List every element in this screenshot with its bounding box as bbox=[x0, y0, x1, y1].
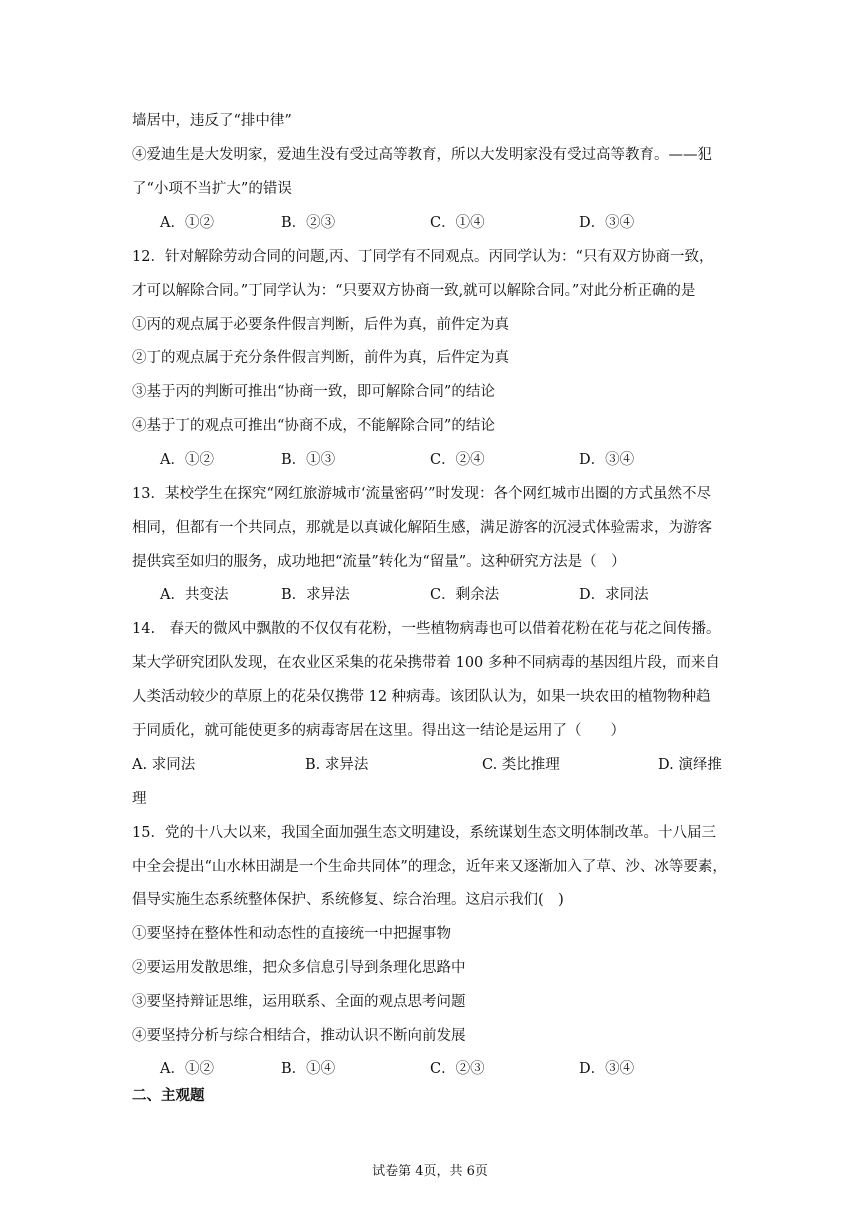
item-12-statement-2: ②丁的观点属于充分条件假言判断，前件为真，后件定为真 bbox=[132, 350, 509, 366]
item-11-option-c[interactable]: C．①④ bbox=[430, 215, 485, 231]
item-14-text-line-3: 人类活动较少的草原上的花朵仅携带 12 种病毒。该团队认为，如果一块农田的植物物种趋 bbox=[132, 689, 711, 705]
item-14-text-line-2: 某大学研究团队发现，在农业区采集的花朵携带着 100 多种不同病毒的基因组片段，而来自 bbox=[132, 655, 720, 671]
item-15-option-c[interactable]: C．②③ bbox=[430, 1061, 485, 1077]
item-15-text-line-2: 中全会提出“山水林田湖是一个生命共同体”的理念，近年来又逐渐加入了草、沙、冰等要素， bbox=[132, 859, 727, 875]
item-12-option-a[interactable]: A．①② bbox=[160, 452, 214, 468]
item-14-text-line-4: 于同质化，就可能使更多的病毒寄居在这里。得出这一结论是运用了（ ） bbox=[132, 723, 625, 739]
item-15-statement-2: ②要运用发散思维，把众多信息引导到条理化思路中 bbox=[132, 960, 466, 976]
item-11-text-line-3: 了“小项不当扩大”的错误 bbox=[132, 181, 292, 197]
item-15-options bbox=[132, 1059, 732, 1079]
item-12-text-line-2: 才可以解除合同。”丁同学认为：“只要双方协商一致,就可以解除合同。”对此分析正确的是 bbox=[132, 283, 696, 299]
item-13-option-b[interactable]: B．求异法 bbox=[281, 587, 350, 603]
item-14-option-b[interactable]: B. 求异法 bbox=[305, 757, 369, 773]
item-12-statement-4: ④基于丁的观点可推出“协商不成，不能解除合同”的结论 bbox=[132, 418, 495, 434]
item-12-option-d[interactable]: D．③④ bbox=[579, 452, 635, 468]
item-11-option-d[interactable]: D．③④ bbox=[579, 215, 635, 231]
item-15-option-d[interactable]: D．③④ bbox=[579, 1061, 635, 1077]
item-13-option-d[interactable]: D．求同法 bbox=[579, 587, 649, 603]
item-13-option-a[interactable]: A．共变法 bbox=[160, 587, 229, 603]
item-14-text-line-1: 14. 春天的微风中飘散的不仅仅有花粉，一些植物病毒也可以借着花粉在花与花之间传播。 bbox=[132, 621, 721, 637]
item-14-option-a[interactable]: A. 求同法 bbox=[132, 757, 196, 773]
item-14-option-d-wrap: 理 bbox=[132, 791, 147, 807]
item-13-text-line-1: 13．某校学生在探究“网红旅游城市‘流量密码’”时发现：各个网红城市出圈的方式虽然不尽 bbox=[132, 486, 711, 502]
item-13-text-line-3: 提供宾至如归的服务，成功地把“流量”转化为“留量”。这种研究方法是（ ） bbox=[132, 554, 626, 570]
section-heading: 二、主观题 bbox=[132, 1087, 205, 1104]
item-11-text-line-1: 墙居中，违反了“排中律” bbox=[132, 113, 292, 129]
item-13-options bbox=[132, 585, 732, 605]
item-12-statement-1: ①丙的观点属于必要条件假言判断，后件为真，前件定为真 bbox=[132, 317, 509, 333]
item-15-text-line-1: 15．党的十八大以来，我国全面加强生态文明建设，系统谋划生态文明体制改革。十八届三 bbox=[132, 825, 716, 841]
item-15-statement-3: ③要坚持辩证思维，运用联系、全面的观点思考问题 bbox=[132, 994, 466, 1010]
item-11-option-b[interactable]: B．②③ bbox=[281, 215, 336, 231]
item-12-option-b[interactable]: B．①③ bbox=[281, 452, 336, 468]
page-footer: 试卷第 4页，共 6页 bbox=[372, 1164, 488, 1179]
item-15-option-b[interactable]: B．①④ bbox=[281, 1061, 336, 1077]
item-11-text-line-2: ④爱迪生是大发明家，爱迪生没有受过高等教育，所以大发明家没有受过高等教育。——犯 bbox=[132, 147, 712, 163]
item-11-option-a[interactable]: A．①② bbox=[160, 215, 214, 231]
item-14-option-c[interactable]: C. 类比推理 bbox=[482, 757, 560, 773]
item-14-option-d[interactable]: D. 演绎推 bbox=[658, 757, 722, 773]
item-12-text-line-1: 12．针对解除劳动合同的问题,丙、丁同学有不同观点。丙同学认为：“只有双方协商一致， bbox=[132, 249, 714, 265]
item-15-statement-1: ①要坚持在整体性和动态性的直接统一中把握事物 bbox=[132, 926, 451, 942]
item-13-text-line-2: 相同，但都有一个共同点，那就是以真诚化解陌生感，满足游客的沉浸式体验需求，为游客 bbox=[132, 520, 712, 536]
item-12-statement-3: ③基于丙的判断可推出“协商一致，即可解除合同”的结论 bbox=[132, 384, 495, 400]
item-12-option-c[interactable]: C．②④ bbox=[430, 452, 485, 468]
item-15-statement-4: ④要坚持分析与综合相结合，推动认识不断向前发展 bbox=[132, 1028, 466, 1044]
item-11-options bbox=[132, 213, 732, 233]
item-15-option-a[interactable]: A．①② bbox=[160, 1061, 214, 1077]
item-14-options bbox=[132, 755, 732, 775]
item-13-option-c[interactable]: C．剩余法 bbox=[430, 587, 500, 603]
item-15-text-line-3: 倡导实施生态系统整体保护、系统修复、综合治理。这启示我们( ) bbox=[132, 892, 564, 908]
item-12-options bbox=[132, 450, 732, 470]
